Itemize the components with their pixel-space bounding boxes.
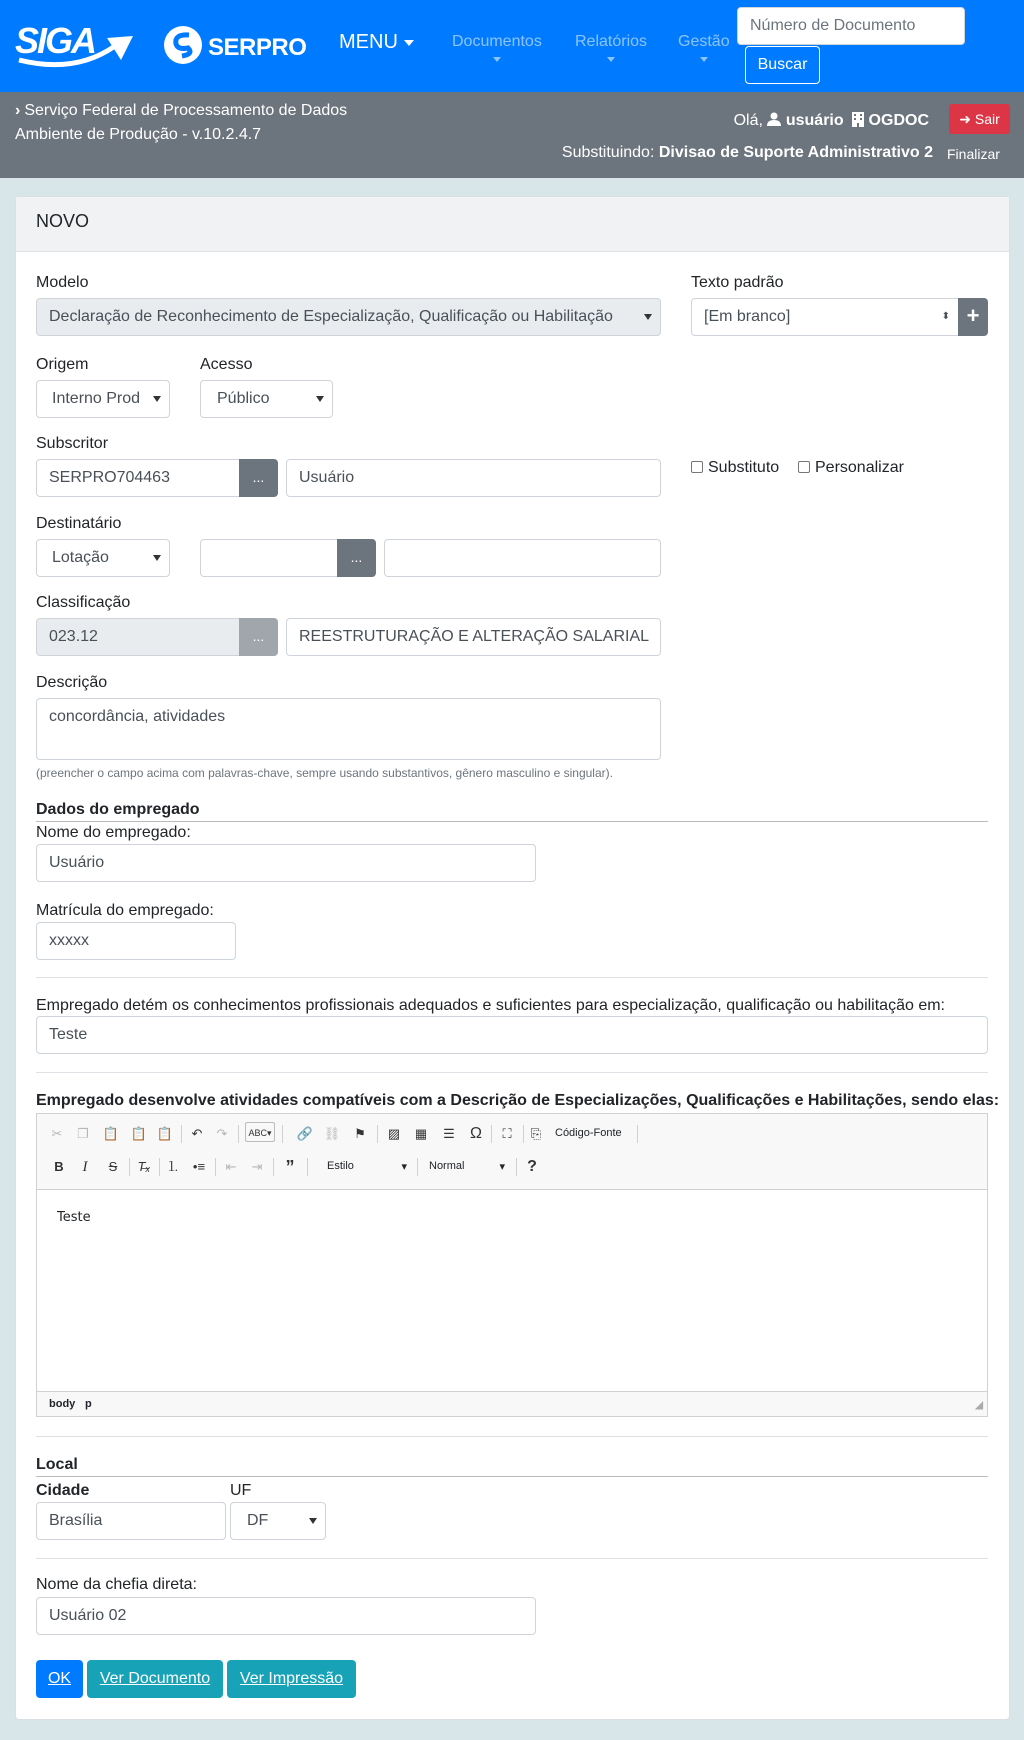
acesso-label: Acesso [200, 356, 253, 373]
separator [516, 1158, 517, 1176]
table-icon[interactable]: ▦ [414, 1126, 428, 1141]
texto-padrao-value: [Em branco] [704, 308, 791, 325]
anchor-flag-icon[interactable]: ⚑ [354, 1126, 366, 1141]
editor-toolbar [37, 1114, 987, 1190]
paste-word-icon[interactable]: 📋 [156, 1126, 174, 1141]
rich-text-editor [36, 1113, 988, 1417]
conhecimentos-input[interactable]: Teste [36, 1016, 988, 1054]
nav-relatorios-label: Relatórios [575, 33, 648, 50]
source-icon[interactable]: ⎘ [530, 1126, 542, 1141]
origem-select[interactable]: Interno Prod [36, 380, 170, 418]
copy-icon[interactable]: ❐ [77, 1126, 89, 1141]
descricao-label: Descrição [36, 674, 108, 691]
spellcheck-icon[interactable]: ABC▾ [245, 1122, 275, 1142]
subscritor-code-input[interactable]: SERPRO704463 [36, 459, 240, 497]
redo-icon[interactable]: ↷ [216, 1126, 228, 1141]
style-dropdown-label: Estilo [327, 1160, 354, 1172]
top-navbar [0, 0, 1024, 92]
substituting-label: Substituindo: [561, 144, 655, 161]
unit-name: OGDOC [868, 112, 929, 129]
editor-path-bar [37, 1391, 987, 1416]
separator [523, 1125, 524, 1143]
classificacao-name-input[interactable]: REESTRUTURAÇÃO E ALTERAÇÃO SALARIAL [286, 618, 661, 656]
subscritor-name-input[interactable]: Usuário [286, 459, 661, 497]
acesso-select[interactable]: Público [200, 380, 333, 418]
document-number-input[interactable]: Número de Documento [737, 7, 965, 45]
cidade-input[interactable]: Brasília [36, 1502, 226, 1540]
numbered-list-icon[interactable]: ⒈ [166, 1159, 180, 1174]
path-p[interactable]: p [85, 1398, 92, 1410]
format-dropdown-label: Normal [429, 1160, 465, 1172]
divider [36, 1476, 988, 1477]
arrow-swoosh-icon [15, 16, 135, 68]
substituto-label: Substituto [708, 459, 780, 476]
caret-down-icon: ▾ [401, 1161, 407, 1173]
modelo-select[interactable]: Declaração de Reconhecimento de Especialização, Qualificação ou Habilitação [36, 298, 661, 336]
italic-icon[interactable]: I [82, 1159, 88, 1175]
ver-impressao-button[interactable]: Ver Impressão [227, 1660, 356, 1698]
org-name [15, 102, 347, 120]
destinatario-name-input[interactable] [384, 539, 661, 577]
separator [181, 1125, 182, 1143]
texto-padrao-label: Texto padrão [691, 274, 784, 291]
nav-gestao-label: Gestão [678, 33, 730, 50]
separator [417, 1158, 418, 1176]
search-button[interactable]: Buscar [745, 46, 820, 84]
ver-documento-button[interactable]: Ver Documento [87, 1660, 223, 1698]
nome-empregado-label: Nome do empregado: [36, 824, 191, 841]
destinatario-label: Destinatário [36, 515, 122, 532]
substituting-value: Divisao de Suporte Administrativo 2 [658, 144, 933, 161]
divider [36, 1558, 988, 1559]
divider [36, 1072, 988, 1073]
image-icon[interactable]: ▨ [387, 1126, 401, 1141]
divider [36, 977, 988, 978]
modelo-label: Modelo [36, 274, 89, 291]
bullet-list-icon[interactable]: •≡ [192, 1159, 206, 1174]
caret-down-icon [607, 57, 615, 62]
chefia-label: Nome da chefia direta: [36, 1576, 197, 1593]
user-icon [767, 112, 781, 126]
resize-handle-icon[interactable]: ◢ [975, 1400, 983, 1411]
nav-documentos[interactable] [452, 33, 542, 51]
horizontal-line-icon[interactable]: ☰ [443, 1126, 455, 1141]
checkbox-box [691, 461, 703, 473]
finish-substitution-link[interactable]: Finalizar [947, 146, 1000, 162]
uf-label: UF [230, 1482, 252, 1499]
descricao-textarea[interactable]: concordância, atividades [36, 698, 661, 760]
serpro-logo-text: SERPRO [208, 34, 307, 61]
add-template-button[interactable]: + [958, 298, 988, 336]
dados-section-header: Dados do empregado [36, 801, 200, 818]
style-dropdown[interactable] [327, 1160, 411, 1172]
format-dropdown[interactable] [429, 1160, 509, 1172]
bold-icon[interactable]: B [54, 1159, 64, 1174]
building-icon [852, 112, 864, 127]
siga-logo-text: SIGA [15, 20, 96, 61]
indent-icon[interactable]: ⇥ [251, 1159, 263, 1174]
personalizar-checkbox[interactable] [798, 459, 904, 477]
caret-down-icon [700, 57, 708, 62]
menu-dropdown[interactable] [339, 31, 414, 54]
local-section-header: Local [36, 1456, 78, 1473]
undo-icon[interactable]: ↶ [191, 1126, 203, 1141]
logout-label: Sair [974, 111, 1000, 127]
separator [307, 1158, 308, 1176]
separator [377, 1125, 378, 1143]
uf-select[interactable]: DF [230, 1502, 326, 1540]
caret-down-icon [404, 40, 414, 46]
source-label[interactable]: Código-Fonte [555, 1127, 622, 1139]
separator [491, 1125, 492, 1143]
separator [637, 1125, 638, 1143]
nav-documentos-label: Documentos [452, 33, 542, 50]
chefia-input[interactable]: Usuário 02 [36, 1597, 536, 1635]
caret-down-icon: ▾ [499, 1161, 505, 1173]
matricula-label: Matrícula do empregado: [36, 902, 214, 919]
serpro-emblem-icon [164, 26, 202, 64]
destinatario-search-button[interactable]: ... [337, 539, 376, 577]
org-name-text: Serviço Federal de Processamento de Dados [24, 102, 348, 119]
ok-button[interactable]: OK [36, 1660, 83, 1698]
classificacao-code-input[interactable]: 023.12 [36, 618, 240, 656]
menu-label: MENU [339, 31, 398, 53]
conhecimentos-label: Empregado detém os conhecimentos profissionais adequados e suficientes para especialização, qualificação ou habilitação em: [36, 997, 945, 1014]
unlink-icon[interactable]: ⛓ [323, 1126, 341, 1141]
paste-icon[interactable]: 📋 [102, 1126, 120, 1141]
classificacao-label: Classificação [36, 594, 131, 611]
user-greeting [734, 112, 929, 130]
paste-text-icon[interactable]: 📋 [130, 1126, 148, 1141]
classificacao-search-button[interactable]: ... [239, 618, 278, 656]
caret-down-icon [493, 57, 501, 62]
substitution-info [562, 144, 933, 162]
remove-format-icon[interactable]: T̶ₓ [137, 1159, 151, 1174]
subscritor-search-button[interactable]: ... [239, 459, 278, 497]
destinatario-code-input[interactable] [200, 539, 339, 577]
special-char-icon[interactable]: Ω [470, 1125, 482, 1142]
checkbox-box [798, 461, 810, 473]
sub-header [0, 92, 1024, 178]
atividades-label: Empregado desenvolve atividades compatíveis com a Descrição de Especializações, Qualificações e Habilitações, sendo elas: [36, 1092, 1000, 1109]
sign-out-icon: ➜ [959, 111, 971, 127]
cidade-label: Cidade [36, 1482, 90, 1499]
path-body[interactable]: body [49, 1398, 76, 1410]
card-title: NOVO [16, 197, 1009, 252]
subscritor-label: Subscritor [36, 435, 109, 452]
chevron-right-icon: › [15, 102, 21, 119]
siga-logo[interactable] [15, 16, 135, 68]
maximize-icon[interactable]: ⛶ [502, 1126, 512, 1141]
divider [36, 821, 988, 822]
user-name: usuário [785, 112, 844, 129]
separator [215, 1158, 216, 1176]
personalizar-label: Personalizar [815, 459, 904, 476]
nome-empregado-input[interactable]: Usuário [36, 844, 536, 882]
sort-arrows-icon: ⬍ [941, 311, 950, 322]
matricula-input[interactable]: xxxxx [36, 922, 236, 960]
nav-gestao[interactable] [678, 33, 730, 51]
separator [159, 1158, 160, 1176]
greeting-text: Olá, [733, 112, 763, 129]
cut-icon[interactable]: ✂ [51, 1126, 63, 1141]
separator [273, 1158, 274, 1176]
separator [282, 1125, 283, 1143]
texto-padrao-select[interactable] [691, 298, 959, 336]
nav-relatorios[interactable] [575, 33, 647, 51]
destinatario-type-select[interactable]: Lotação [36, 539, 170, 577]
descricao-help-text: (preencher o campo acima com palavras-chave, sempre usando substantivos, gênero masculino e singular). [36, 766, 613, 780]
outdent-icon[interactable]: ⇤ [225, 1159, 237, 1174]
blockquote-icon[interactable]: ” [285, 1157, 295, 1177]
environment-info: Ambiente de Produção - v.10.2.4.7 [15, 126, 262, 143]
link-icon[interactable]: 🔗 [296, 1126, 314, 1141]
strike-icon[interactable]: S [108, 1159, 118, 1174]
separator [129, 1158, 130, 1176]
editor-content[interactable]: Teste [57, 1210, 91, 1225]
origem-label: Origem [36, 356, 89, 373]
separator [238, 1125, 239, 1143]
help-icon[interactable]: ? [527, 1158, 537, 1175]
divider [36, 1436, 988, 1437]
substituto-checkbox[interactable] [691, 459, 779, 477]
logout-button[interactable] [949, 104, 1010, 134]
